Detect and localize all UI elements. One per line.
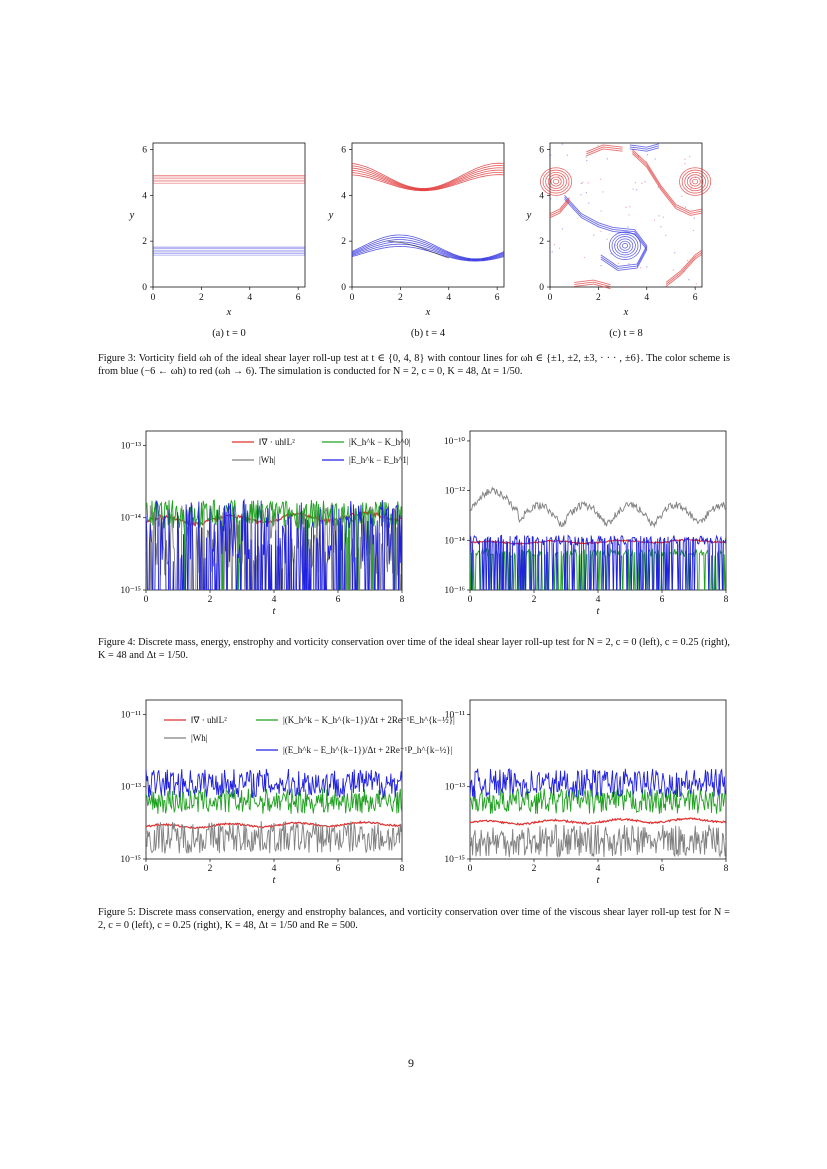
vorticity-speckle [640, 267, 641, 268]
vortex-arm [632, 150, 702, 212]
vorticity-speckle [601, 210, 602, 211]
y-tick-label: 10⁻¹⁵ [120, 855, 141, 865]
legend-label: |Wh| [191, 733, 208, 743]
vorticity-speckle [685, 207, 686, 208]
x-tick-label: 4 [247, 293, 253, 303]
plot-frame [153, 143, 305, 287]
vortex-arm [666, 250, 702, 282]
vorticity-speckle [581, 183, 582, 184]
y-tick-label: 10⁻¹³ [444, 782, 465, 793]
subfigure-label: (b) t = 4 [410, 328, 446, 339]
vorticity-speckle [600, 231, 601, 232]
vorticity-speckle [644, 181, 645, 182]
vorticity-speckle [586, 192, 587, 193]
vortex-ring [693, 179, 698, 184]
y-tick-label: 10⁻¹⁵ [444, 855, 465, 865]
x-tick-label: 8 [723, 864, 729, 874]
y-tick-label: 10⁻¹¹ [120, 710, 141, 721]
vorticity-speckle [690, 188, 691, 189]
vorticity-speckle [586, 160, 587, 161]
vorticity-speckle [607, 239, 608, 240]
vorticity-speckle [646, 161, 647, 162]
vorticity-speckle [681, 196, 682, 197]
vorticity-speckle [687, 260, 688, 261]
vorticity-speckle [660, 226, 661, 227]
vorticity-speckle [628, 263, 629, 264]
vorticity-speckle [588, 182, 589, 183]
figure-3 [0, 0, 827, 400]
vorticity-speckle [607, 158, 608, 159]
vorticity-speckle [600, 179, 601, 180]
contour-lines [352, 163, 504, 261]
vorticity-speckle [627, 226, 628, 227]
x-axis-label: x [226, 307, 232, 318]
y-tick-label: 10⁻¹⁵ [120, 586, 141, 596]
legend-label: |(E_h^k − E_h^{k−1})/Δt + 2Re⁻¹P_h^{k−½}| [283, 745, 453, 755]
y-tick-label: 10⁻¹² [444, 486, 465, 497]
y-tick-label: 6 [539, 145, 544, 156]
y-tick-label: 10⁻¹¹ [444, 710, 465, 721]
x-tick-label: 2 [207, 864, 213, 874]
legend-label: |E_h^k − E_h^1| [349, 455, 409, 465]
contour-line-negative [352, 235, 504, 259]
vortex-ring [609, 232, 640, 260]
figure-3-caption [98, 352, 730, 378]
vorticity-speckle [582, 182, 583, 183]
vortex-ring [622, 243, 627, 248]
x-tick-label: 8 [399, 864, 405, 874]
vortex-ring [540, 168, 571, 196]
x-tick-label: 6 [335, 864, 341, 874]
x-tick-label: 0 [143, 864, 149, 874]
vortex-ring [690, 177, 700, 186]
vortex-arm [565, 195, 647, 266]
legend-label: |Wh| [259, 455, 276, 465]
vortex-ring [612, 234, 638, 257]
chart-fig-5-left [120, 700, 404, 886]
chart-fig-4-right [444, 431, 729, 617]
vorticity-speckle [554, 244, 555, 245]
contour-line-positive [352, 170, 504, 190]
x-axis-label: x [623, 307, 629, 318]
x-tick-label: 2 [531, 864, 537, 874]
x-tick-label: 0 [143, 595, 149, 605]
vorticity-speckle [552, 251, 553, 252]
x-tick-label: 6 [659, 595, 665, 605]
x-tick-label: 4 [595, 595, 601, 605]
y-tick-label: 10⁻¹³ [120, 782, 141, 793]
y-tick-label: 10⁻¹⁴ [120, 513, 141, 524]
vorticity-speckle [585, 156, 586, 157]
vortex-ring [615, 237, 636, 255]
vorticity-speckle [628, 214, 629, 215]
y-tick-label: 10⁻¹³ [120, 441, 141, 452]
x-tick-label: 0 [467, 864, 473, 874]
vorticity-speckle [694, 218, 695, 219]
contour-line-positive [352, 172, 504, 190]
y-tick-label: 10⁻¹⁰ [443, 436, 465, 447]
y-axis-label: y [526, 210, 532, 221]
x-tick-label: 6 [659, 864, 665, 874]
y-tick-label: 4 [142, 191, 147, 202]
vorticity-speckle [688, 177, 689, 178]
figure-4-charts [0, 420, 827, 620]
vorticity-speckle [689, 156, 690, 157]
vortex-arm [550, 202, 569, 218]
vortex-ring [685, 172, 706, 190]
y-tick-label: 10⁻¹⁶ [444, 586, 465, 596]
y-tick-label: 2 [539, 237, 544, 248]
vortex-arm [632, 152, 702, 214]
x-tick-label: 4 [271, 864, 277, 874]
y-tick-label: 6 [341, 145, 346, 156]
vorticity-speckle [684, 159, 685, 160]
vorticity-speckle [663, 217, 664, 218]
vorticity-speckle [684, 163, 685, 164]
x-axis-label: t [272, 606, 276, 617]
x-tick-label: 6 [692, 293, 698, 303]
subfigure-label: (c) t = 8 [609, 328, 643, 339]
vorticity-speckle [655, 158, 656, 159]
vorticity-speckle [558, 176, 559, 177]
figure-5-caption [98, 906, 730, 932]
vorticity-speckle [693, 230, 694, 231]
legend-label: |K_h^k − K_h^0| [349, 437, 411, 447]
vorticity-speckle [665, 235, 666, 236]
vorticity-speckle [646, 266, 647, 267]
vorticity-speckle [588, 202, 589, 203]
plot-frame [352, 143, 504, 287]
x-axis-label: t [272, 875, 276, 886]
x-tick-label: 2 [596, 293, 601, 303]
fig3-panel-3 [526, 143, 711, 339]
vortex-ring [620, 241, 630, 250]
vortex-ring [682, 170, 708, 193]
x-tick-label: 8 [723, 595, 729, 605]
x-tick-label: 6 [494, 293, 500, 303]
contour-lines [540, 144, 710, 289]
subfigure-label: (a) t = 0 [212, 328, 246, 339]
vorticity-speckle [562, 228, 563, 229]
vorticity-speckle [626, 207, 627, 208]
x-tick-label: 2 [398, 293, 403, 303]
y-tick-label: 4 [341, 191, 346, 202]
y-axis-label: y [129, 210, 135, 221]
x-tick-label: 4 [595, 864, 601, 874]
vorticity-speckle [611, 253, 612, 254]
figure-3-caption-text: Figure 3: Vorticity field ωh of the ideal shear layer roll-up test at t ∈ {0, 4, 8} with contour lines for ωh ∈ {±1, ±2, ±3, · · · , ±6}. The color scheme is from blue (−6 ← ωh) to red (ωh → 6). The simulation is conducted for N = 2, c = 0, K = 48, Δt = 1/50. [98, 353, 730, 378]
vorticity-speckle [550, 154, 551, 155]
y-tick-label: 0 [539, 283, 544, 293]
vortex-ring [553, 179, 558, 184]
fig3-panel-2 [328, 143, 504, 339]
vorticity-speckle [659, 215, 660, 216]
vorticity-speckle [629, 206, 630, 207]
vortex-arm [666, 252, 702, 284]
vorticity-speckle [559, 248, 560, 249]
vorticity-speckle [638, 156, 639, 157]
vorticity-speckle [636, 189, 637, 190]
figure-5-charts [0, 690, 827, 890]
x-tick-label: 0 [547, 293, 553, 303]
x-tick-label: 6 [295, 293, 301, 303]
vorticity-speckle [602, 191, 603, 192]
x-tick-label: 4 [644, 293, 650, 303]
vorticity-speckle [567, 155, 568, 156]
vorticity-speckle [618, 263, 619, 264]
vorticity-speckle [674, 252, 675, 253]
figure-4-caption [98, 636, 730, 662]
y-tick-label: 4 [539, 191, 544, 202]
x-tick-label: 4 [446, 293, 452, 303]
vortex-ring [546, 172, 567, 190]
figure-3-panels [0, 0, 827, 360]
x-axis-label: x [425, 307, 431, 318]
fig3-panel-1 [129, 143, 305, 339]
vorticity-speckle [673, 269, 674, 270]
vorticity-speckle [683, 271, 684, 272]
legend-label: ‖∇ · uh‖L² [191, 715, 227, 725]
vortex-ring [680, 168, 711, 196]
contour-lines [153, 175, 305, 255]
vorticity-speckle [615, 245, 616, 246]
vorticity-speckle [635, 182, 636, 183]
vorticity-speckle [647, 154, 648, 155]
x-axis-label: t [596, 606, 600, 617]
y-axis-label: y [328, 210, 334, 221]
vorticity-speckle [633, 188, 634, 189]
y-tick-label: 0 [142, 283, 147, 293]
page-number: 9 [408, 1056, 414, 1070]
legend-label: ‖∇ · uh‖L² [259, 437, 295, 447]
vorticity-speckle [654, 220, 655, 221]
x-tick-label: 8 [399, 595, 405, 605]
x-tick-label: 4 [271, 595, 277, 605]
vorticity-speckle [696, 283, 697, 284]
vorticity-speckle [695, 177, 696, 178]
vorticity-speckle [562, 144, 563, 145]
vorticity-speckle [658, 186, 659, 187]
vortex-ring [543, 170, 569, 193]
y-tick-label: 10⁻¹⁴ [444, 536, 465, 547]
chart-fig-5-right [444, 700, 728, 886]
x-tick-label: 6 [335, 595, 341, 605]
vorticity-speckle [597, 145, 598, 146]
vortex-arm [666, 254, 702, 286]
figure-4-caption-text: Figure 4: Discrete mass, energy, enstrophy and vorticity conservation over time of the ideal shear layer roll-up test for N = 2, c = 0 (left), c = 0.25 (right), K = 48 and Δt = 1/50. [98, 637, 730, 662]
vorticity-speckle [550, 198, 551, 199]
x-tick-label: 2 [207, 595, 213, 605]
x-tick-label: 2 [199, 293, 204, 303]
x-tick-label: 2 [531, 595, 537, 605]
y-tick-label: 2 [341, 237, 346, 248]
vorticity-speckle [624, 287, 625, 288]
vorticity-speckle [593, 235, 594, 236]
vorticity-speckle [580, 194, 581, 195]
vorticity-speckle [561, 176, 562, 177]
legend-label: |(K_h^k − K_h^{k−1})/Δt + 2Re⁻¹E_h^{k−½}| [283, 715, 455, 725]
vorticity-speckle [584, 257, 585, 258]
x-axis-label: t [596, 875, 600, 886]
vorticity-speckle [688, 279, 689, 280]
figure-5-caption-text: Figure 5: Discrete mass conservation, energy and enstrophy balances, and vorticity conservation over time of the viscous shear layer roll-up test for N = 2, c = 0 (left), c = 0.25 (right), K = 48, Δt = 1/50 and Re = 500. [98, 907, 730, 932]
vortex-ring [551, 177, 561, 186]
x-tick-label: 0 [349, 293, 355, 303]
x-tick-label: 0 [467, 595, 473, 605]
y-tick-label: 6 [142, 145, 147, 156]
x-tick-label: 0 [150, 293, 156, 303]
y-tick-label: 0 [341, 283, 346, 293]
vorticity-speckle [641, 183, 642, 184]
y-tick-label: 2 [142, 237, 147, 248]
vorticity-speckle [601, 265, 602, 266]
